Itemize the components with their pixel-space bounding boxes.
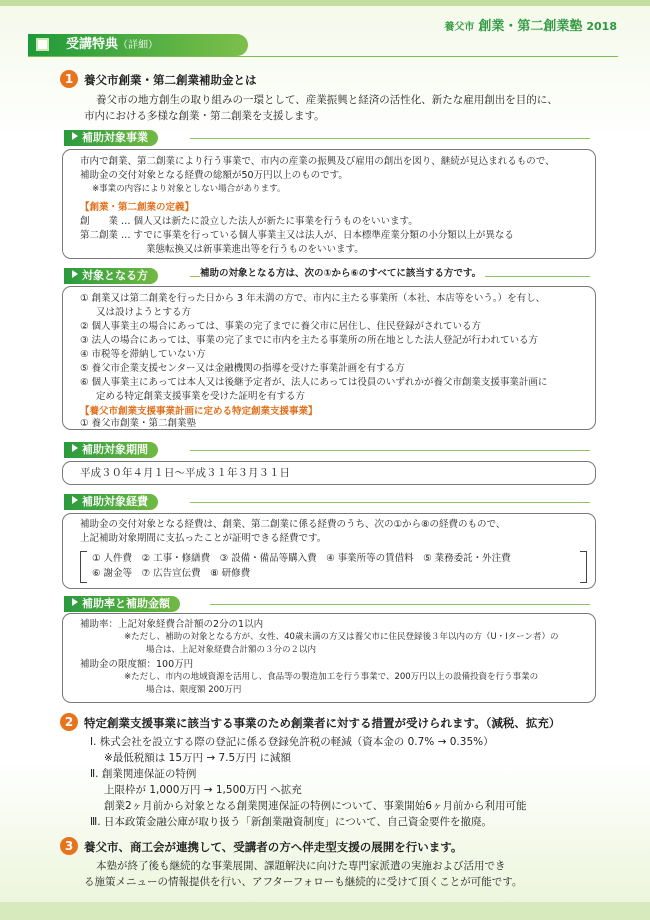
project-line2: 補助金の交付対象となる経費の総額が50万円以上のものです。: [80, 170, 348, 181]
item3-line2: る施策メニューの情報提供を行い、アフターフォローも継続的に受けて頂くことが可能です。: [84, 876, 523, 888]
eligible-lead: 補助の対象となる方は、次の①から⑥のすべてに該当する方です。: [200, 266, 485, 282]
expenses-list1: ① 人件費 ② 工事・修繕費 ③ 設備・備品等購入費 ④ 事業所等の賃借料 ⑤ 業務委託・外注費: [92, 553, 511, 564]
definition-second-startup-cont: 業態転換又は新事業進出等を行うものをいいます。: [146, 244, 364, 255]
item2-line4: 上限枠が 1,000万円 → 1,500万円 へ拡充: [104, 784, 302, 796]
square-icon: [36, 38, 49, 51]
rate-note2a: ※ただし、市内の地域資源を活用し、食品等の製造加工を行う事業で、200万円以上の設備投資を行う事業の: [124, 672, 539, 682]
eligible-item-3: ③ 法人の場合にあっては、事業の完了までに市内を主たる事業所の所在地とした法人登記が行われている方: [80, 335, 538, 346]
rate-note2b: 場合は、限度額 200万円: [146, 685, 242, 695]
item2-title: 特定創業支援事業に該当する事業のため創業者に対する措置が受けられます。（減税、拡充）: [84, 716, 561, 730]
number-badge-3: 3: [60, 837, 78, 855]
expenses-line2: 上記補助対象期間に支払ったことが証明できる経費です。: [80, 533, 327, 544]
bracket-left: [80, 551, 87, 583]
project-line1: 市内で創業、第二創業により行う事業で、市内の産業の振興及び雇用の創出を図り、継続が見込まれるもので、: [80, 156, 555, 167]
specific-support-title: 【養父市創業支援事業計画に定める特定創業支援事業】: [80, 406, 318, 417]
tag-rate: 補助率と補助金額: [64, 596, 180, 612]
bracket-right: [580, 551, 587, 583]
definition-startup: 創 業 … 個人又は新たに設立した法人が新たに事業を行うものをいいます。: [80, 216, 418, 227]
eligible-item-6-cont: 定める特定創業支援事業を受けた証明を有する方: [96, 391, 306, 402]
item1-intro-line1: 養父市の地方創生の取り組みの一環として、産業振興と経済の活性化、新たな雇用創出を目的に、: [96, 94, 558, 106]
eligible-item-2: ② 個人事業主の場合にあっては、事業の完了までに養父市に居住し、住民登録がされている方: [80, 321, 481, 332]
header-program-title: 養父市 創業・第二創業塾 2018: [444, 19, 617, 34]
rate-line1: 補助率：上記対象経費合計額の2分の1以内: [80, 619, 264, 630]
item2-line6: Ⅲ. 日本政策金融公庫が取り扱う「新創業融資制度」について、自己資金要件を撤廃。: [90, 816, 492, 828]
rate-line2: 補助金の限度額：100万円: [80, 659, 194, 670]
item1-intro-line2: 市内における多様な創業・第二創業を支援します。: [84, 110, 325, 122]
bottom-band: [0, 902, 650, 920]
eligible-item-6: ⑥ 個人事業主にあっては本人又は後継予定者が、法人にあっては役員のいずれかが養父市創業支援事業計画に: [80, 377, 548, 388]
number-badge-1: 1: [60, 70, 78, 88]
tag-expenses: 補助対象経費: [64, 494, 158, 510]
rate-note1b: 場合は、上記対象経費合計額の３分の２以内: [146, 645, 317, 655]
item3-title: 養父市、商工会が連携して、受講者の方へ伴走型支援の展開を行います。: [84, 840, 463, 854]
triangle-icon: [72, 496, 78, 504]
eligible-item-1: ① 創業又は第二創業を行った日から 3 年未満の方で、市内に主たる事業所（本社、本店等をいう。）を有し、: [80, 293, 546, 304]
item2-line5: 創業2ヶ月前から対象となる創業関連保証の特例について、事業開始6ヶ月前から利用可能: [104, 800, 527, 812]
tag-period: 補助対象期間: [64, 442, 158, 458]
item3-line1: 本塾が終了後も継続的な事業展開、課題解決に向けた専門家派遣の実施および活用でき: [96, 860, 506, 872]
expenses-line1: 補助金の交付対象となる経費は、創業、第二創業に係る経費のうち、次の①から⑧の経費のもので、: [80, 519, 506, 530]
eligible-item-5: ⑤ 養父市企業支援センター又は金融機関の指導を受けた事業計画を有する方: [80, 363, 405, 374]
tag-eligible: 対象となる方: [64, 268, 158, 284]
definition-second-startup: 第二創業 … すでに事業を行っている個人事業主又は法人が、日本標準産業分類の小分類以上が異なる: [80, 230, 514, 241]
triangle-icon: [72, 598, 78, 606]
triangle-icon: [72, 132, 78, 140]
period-value: 平成３０年４月１日～平成３１年３月３１日: [80, 467, 290, 479]
item2-line1: Ⅰ. 株式会社を設立する際の登記に係る登録免許税の軽減（資本金の 0.7% → 0.35%）: [90, 736, 494, 748]
definition-title: 【創業・第二創業の定義】: [80, 202, 195, 213]
tag-subsidy-project: 補助対象事業: [64, 130, 158, 146]
expenses-list2: ⑥ 謝金等 ⑦ 広告宣伝費 ⑧ 研修費: [92, 568, 251, 579]
specific-support-item: ① 養父市創業・第二創業塾: [80, 418, 197, 429]
tag-rule: [190, 502, 590, 503]
top-band: [0, 0, 650, 6]
tag-rule: [190, 138, 590, 139]
item2-line2: ※最低税額は 15万円 → 7.5万円 に減額: [104, 752, 292, 764]
project-note: ※事業の内容により対象としない場合があります。: [92, 184, 286, 194]
section-heading: 受講特典（詳細）: [28, 34, 248, 56]
number-badge-2: 2: [60, 713, 78, 731]
eligible-item-4: ④ 市税等を滞納していない方: [80, 349, 206, 360]
triangle-icon: [72, 270, 78, 278]
rate-note1a: ※ただし、補助の対象となる方が、女性、40歳未満の方又は養父市に住民登録後３年以内の方（U・Iターン者）の: [124, 632, 559, 642]
eligible-item-1-cont: 又は設けようとする方: [96, 307, 192, 318]
item1-title: 養父市創業・第二創業補助金とは: [84, 73, 257, 87]
item2-line3: Ⅱ. 創業関連保証の特例: [90, 768, 197, 780]
section-rule: [28, 56, 618, 57]
tag-rule: [210, 604, 590, 605]
triangle-icon: [72, 444, 78, 452]
tag-rule: [190, 450, 590, 451]
